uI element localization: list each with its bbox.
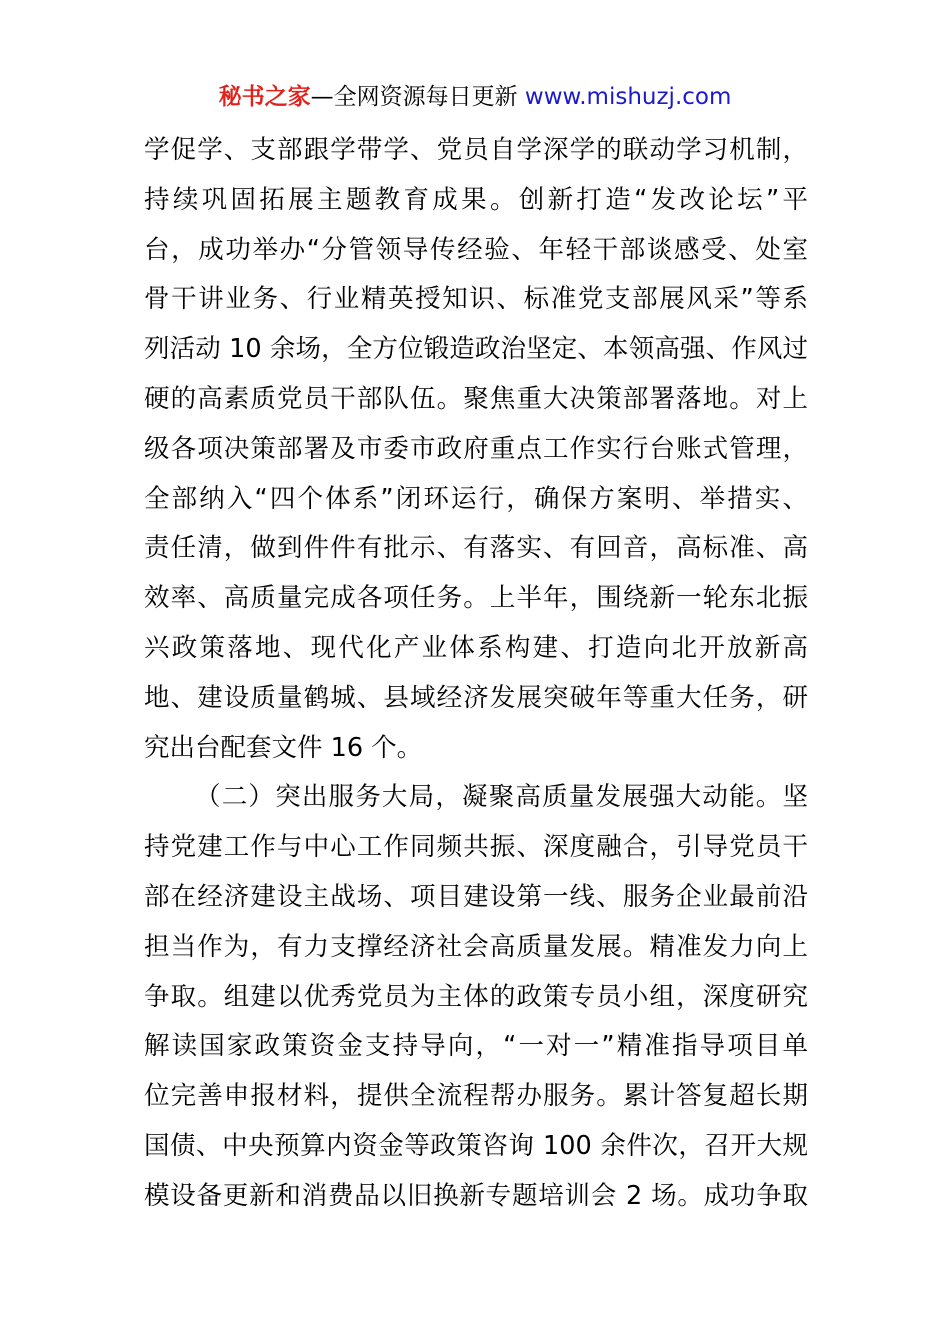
brand-name: 秘书之家 [218, 84, 311, 110]
text-line: 担当作为，有力支撑经济社会高质量发展。精准发力向上 [144, 931, 808, 962]
text-line: 兴政策落地、现代化产业体系构建、打造向北开放新高 [144, 632, 808, 663]
text-line: 部在经济建设主战场、项目建设第一线、服务企业最前沿 [144, 881, 808, 912]
text-line: 效率、高质量完成各项任务。上半年，围绕新一轮东北振 [144, 583, 808, 614]
site-header [0, 80, 950, 114]
text-line: 骨干讲业务、行业精英授知识、标准党支部展风采”等系 [144, 284, 808, 315]
text-line: 硬的高素质党员干部队伍。聚焦重大决策部署落地。对上 [144, 383, 808, 414]
paragraph-2 [144, 773, 808, 1221]
text-line: 学促学、支部跟学带学、党员自学深学的联动学习机制， [144, 135, 808, 165]
text-line: 责任清，做到件件有批示、有落实、有回音，高标准、高 [144, 533, 808, 564]
site-url[interactable]: www.mishuzj.com [524, 84, 732, 110]
document-body [144, 126, 808, 1222]
text-line: 解读国家政策资金支持导向，“一对一”精准指导项目单 [144, 1031, 808, 1062]
text-line: 究出台配套文件 16 个。 [144, 732, 423, 763]
text-line: 模设备更新和消费品以旧换新专题培训会 2 场。成功争取 [144, 1180, 808, 1211]
text-line: 级各项决策部署及市委市政府重点工作实行台账式管理， [144, 433, 808, 464]
text-line: 持续巩固拓展主题教育成果。创新打造“发改论坛”平 [144, 184, 808, 215]
text-line: 列活动 10 余场，全方位锻造政治坚定、本领高强、作风过 [144, 334, 808, 365]
header-slogan: —全网资源每日更新 [310, 84, 518, 110]
text-line: 位完善申报材料，提供全流程帮办服务。累计答复超长期 [144, 1081, 808, 1112]
paragraph-1 [144, 126, 808, 773]
text-line: 全部纳入“四个体系”闭环运行，确保方案明、举措实、 [144, 483, 808, 514]
text-line: 争取。组建以优秀党员为主体的政策专员小组，深度研究 [144, 981, 808, 1012]
text-line: 地、建设质量鹤城、县域经济发展突破年等重大任务，研 [144, 682, 808, 713]
text-line: 国债、中央预算内资金等政策咨询 100 余件次，召开大规 [144, 1130, 808, 1161]
section-heading-line: （二）突出服务大局，凝聚高质量发展强大动能。坚 [195, 782, 808, 813]
text-line: 台，成功举办“分管领导传经验、年轻干部谈感受、处室 [144, 234, 808, 265]
text-line: 持党建工作与中心工作同频共振、深度融合，引导党员干 [144, 832, 808, 863]
